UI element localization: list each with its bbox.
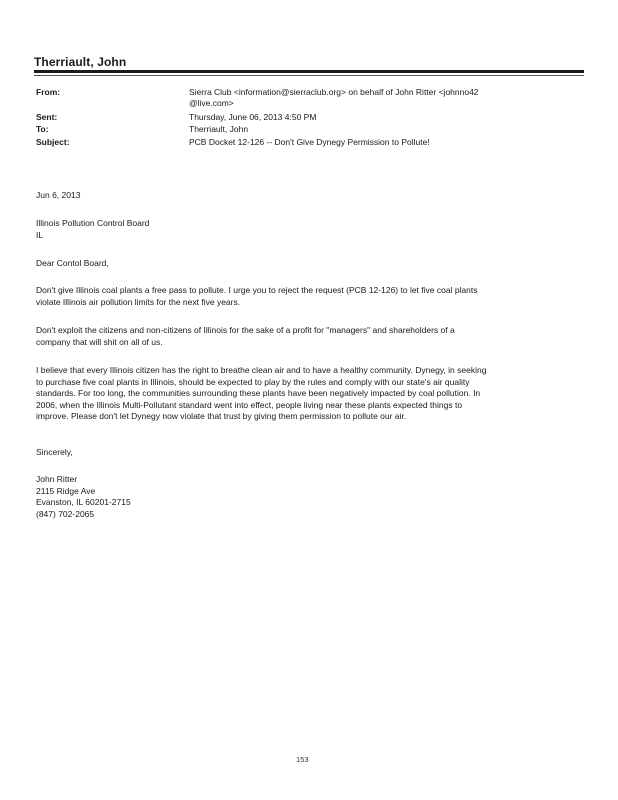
sent-value: Thursday, June 06, 2013 4:50 PM bbox=[189, 112, 317, 122]
signature-address2: Evanston, IL 60201-2715 bbox=[36, 497, 131, 507]
paragraph-2-line2: company that will shit on all of us. bbox=[36, 336, 163, 347]
to-value: Therriault, John bbox=[189, 124, 249, 134]
salutation: Dear Contol Board, bbox=[36, 258, 109, 268]
from-value-line1: Sierra Club <information@sierraclub.org> on behalf of John Ritter <johnno42 bbox=[189, 87, 479, 97]
paragraph-1 bbox=[36, 285, 581, 308]
paragraph-3-line5: improve. Please don't let Dynegy now violate that trust by giving them permission to pollute our air. bbox=[36, 411, 407, 421]
signature-name: John Ritter bbox=[36, 474, 78, 484]
paragraph-3-line3: standards. For too long, the communities surrounding these plants have been negatively impacted by coal pollution. In bbox=[36, 388, 481, 398]
sent-label: Sent: bbox=[36, 112, 58, 122]
paragraph-3 bbox=[36, 365, 581, 423]
signature-phone: (847) 702-2065 bbox=[36, 508, 95, 519]
header-rule-thin bbox=[34, 75, 584, 76]
to-label: To: bbox=[36, 124, 49, 134]
paragraph-3-line1: I believe that every Illinois citizen has the right to breathe clean air and to have a healthy community. Dynegy, in seeking bbox=[36, 365, 487, 375]
subject-value: PCB Docket 12-126 -- Don't Give Dynegy Permission to Pollute! bbox=[189, 137, 430, 147]
paragraph-2-line1: Don't exploit the citizens and non-citizens of Illinois for the sake of a profit for "managers" and shareholders of a bbox=[36, 325, 455, 335]
closing: Sincerely, bbox=[36, 447, 73, 457]
from-label: From: bbox=[36, 87, 61, 97]
paragraph-1-line1: Don't give Illinois coal plants a free pass to pollute. I urge you to reject the request (PCB 12-126) to let five coal plants bbox=[36, 285, 478, 295]
paragraph-1-line2: violate Illinois air pollution limits for the next five years. bbox=[36, 296, 241, 307]
paragraph-3-line4: 2006, when the Illinois Multi-Pollutant standard went into effect, people living near these plants expected things to bbox=[36, 399, 463, 410]
recipient-name-heading: Therriault, John bbox=[34, 55, 127, 69]
header-rule-thick bbox=[34, 70, 584, 73]
addressee-line2: IL bbox=[36, 229, 44, 240]
addressee-block bbox=[36, 218, 581, 241]
signature-block bbox=[36, 474, 581, 520]
page-number: 153 bbox=[296, 755, 309, 764]
paragraph-3-line2: to purchase five coal plants in Illinois, should be expected to play by the rules and comply with our state's air quality bbox=[36, 376, 470, 387]
from-value bbox=[189, 87, 549, 109]
letter-date: Jun 6, 2013 bbox=[36, 190, 81, 200]
subject-label: Subject: bbox=[36, 137, 70, 147]
paragraph-2 bbox=[36, 325, 581, 348]
signature-address1: 2115 Ridge Ave bbox=[36, 485, 96, 496]
from-value-line2: @live.com> bbox=[189, 98, 234, 108]
addressee-line1: Illinois Pollution Control Board bbox=[36, 218, 150, 228]
